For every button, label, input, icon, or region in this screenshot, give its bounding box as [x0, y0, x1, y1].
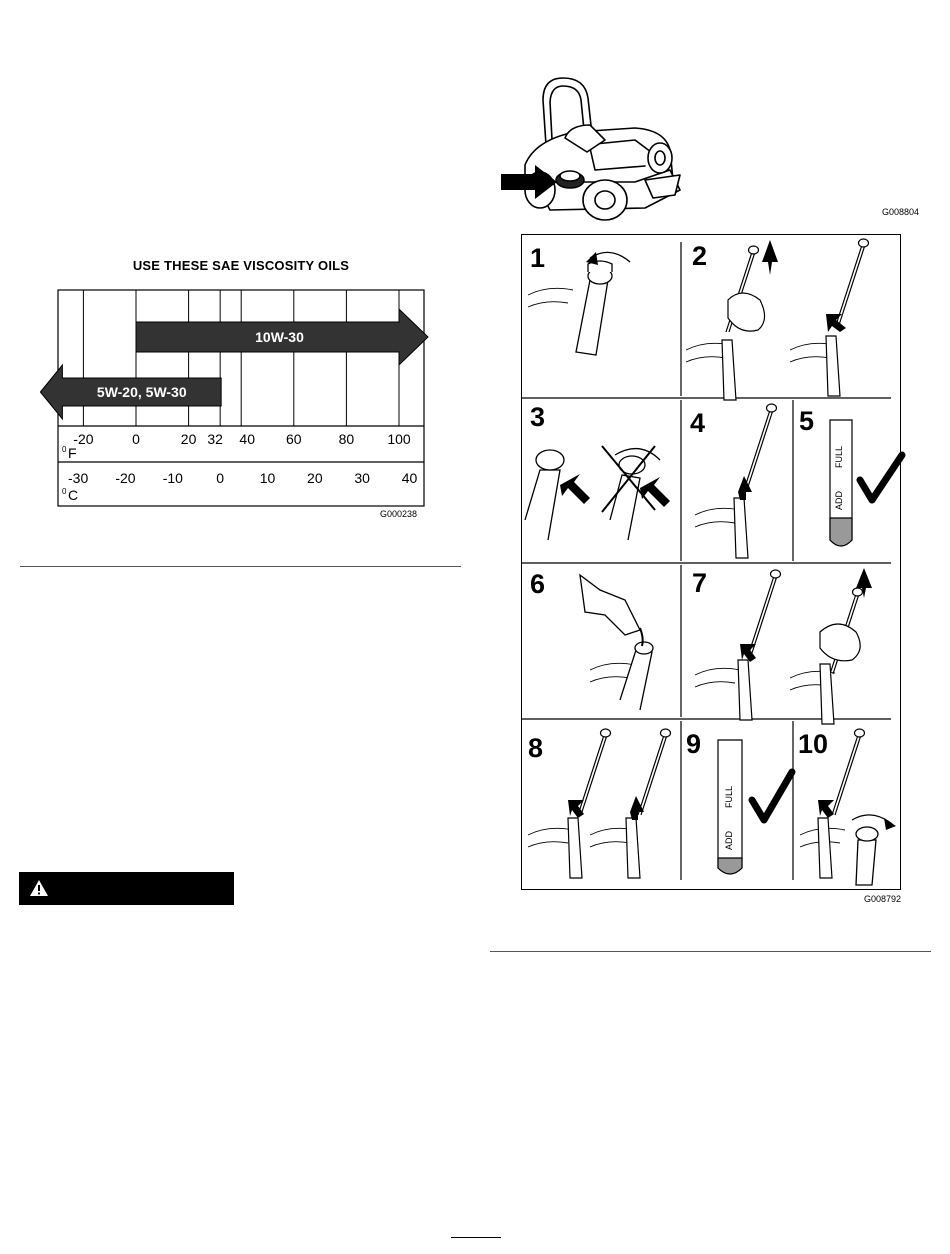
degree-f-symbol: 0	[62, 445, 67, 454]
rotate-arrow-icon	[586, 252, 598, 265]
step-number-1: 1	[530, 243, 546, 273]
dipstick-full-label: FULL	[834, 445, 844, 468]
checkmark-icon	[860, 455, 902, 500]
step-9-illustration	[718, 740, 792, 874]
celsius-tick-label: -30	[68, 470, 89, 486]
fahrenheit-unit: F	[68, 445, 77, 461]
celsius-unit: C	[68, 487, 79, 503]
mower-figure-id: G008804	[882, 207, 920, 217]
range-arrow-label: 10W-30	[255, 329, 304, 345]
step-2-illustration	[686, 239, 869, 400]
step-4-illustration	[695, 404, 777, 558]
oil-bottle-icon	[580, 575, 640, 635]
celsius-tick-label: 30	[354, 470, 370, 486]
step-number-7: 7	[692, 568, 708, 598]
push-arrow-icon	[560, 474, 590, 504]
step-number-6: 6	[530, 569, 546, 599]
fahrenheit-tick-label: 100	[387, 431, 411, 447]
celsius-tick-label: 20	[307, 470, 323, 486]
section-divider-right	[490, 951, 931, 952]
down-arrow-icon	[826, 314, 846, 332]
fahrenheit-tick-label: -20	[73, 431, 94, 447]
fahrenheit-tick-label: 32	[207, 431, 223, 447]
up-arrow-icon	[630, 796, 644, 820]
step-3-illustration	[525, 446, 670, 540]
degree-c-symbol: 0	[62, 487, 67, 496]
celsius-tick-label: 0	[216, 470, 225, 486]
dipstick-add-label: ADD	[834, 490, 844, 510]
fahrenheit-tick-label: 80	[338, 431, 355, 447]
step-number-3: 3	[530, 402, 546, 432]
fahrenheit-tick-label: 40	[239, 431, 255, 447]
range-arrow-label: 5W-20, 5W-30	[96, 384, 187, 400]
step-number-5: 5	[799, 406, 815, 436]
fahrenheit-tick-label: 60	[286, 431, 302, 447]
steps-figure-id: G008792	[864, 894, 902, 904]
step-number-9: 9	[686, 729, 702, 759]
fahrenheit-tick-label: 20	[180, 431, 197, 447]
step-number-10: 10	[798, 729, 829, 759]
step-number-8: 8	[528, 733, 544, 763]
viscosity-figure-id: G000238	[380, 509, 418, 519]
celsius-tick-label: 10	[259, 470, 276, 486]
checkmark-icon	[752, 772, 792, 820]
step-7-illustration	[695, 568, 872, 724]
step-8-illustration	[528, 729, 671, 878]
step-6-illustration	[580, 575, 653, 710]
rag-icon	[820, 624, 860, 661]
step-5-illustration	[830, 420, 902, 546]
fahrenheit-tick-label: 0	[132, 431, 140, 447]
celsius-tick-label: -10	[162, 470, 183, 486]
push-arrow-icon	[640, 477, 670, 507]
page-number-rule	[451, 1237, 501, 1238]
viscosity-chart-title: USE THESE SAE VISCOSITY OILS	[132, 258, 350, 273]
up-arrow-icon	[762, 240, 778, 275]
step-number-4: 4	[690, 408, 706, 438]
rotate-arrow-icon	[884, 818, 896, 830]
rag-icon	[728, 293, 765, 331]
celsius-tick-label: -20	[115, 470, 136, 486]
dipstick-full-label: FULL	[724, 785, 734, 808]
step-number-2: 2	[692, 241, 708, 271]
celsius-tick-label: 40	[401, 470, 418, 486]
dipstick-add-label: ADD	[724, 830, 734, 850]
down-arrow-icon	[818, 800, 834, 818]
